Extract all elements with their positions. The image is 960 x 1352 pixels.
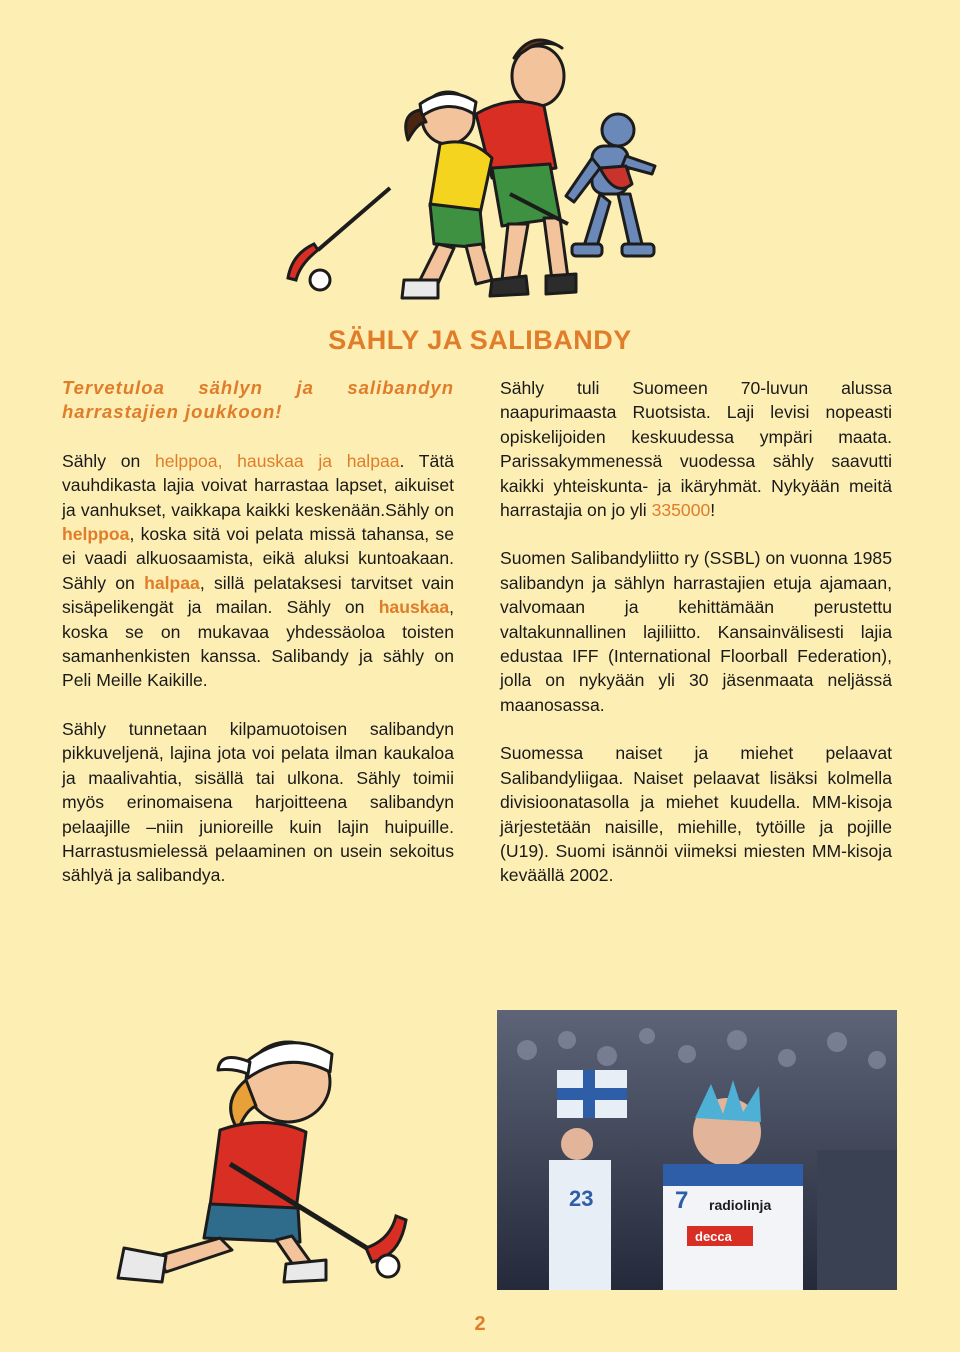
left-column: [62, 376, 454, 912]
highlight-text: halpaa: [144, 572, 200, 593]
federation-paragraph: Suomen Salibandyliitto ry (SSBL) on vuonna 1985 salibandyn ja sählyn harrastajien etuja ajamaan, valvomaan ja kehittämään perustettu valtakunnallinen lajiliitto. Kansainvälisesti lajia edustaa IFF (International Floorball Federation), jolla on nykyään yli 30 jäsenmaata neljässä maanosassa.: [500, 548, 892, 715]
team-photo: [497, 1010, 897, 1290]
text-span: , sillä pelataksesi tarvitset vain sisäpelikengät ja mailan. Sähly on: [62, 572, 454, 618]
sponsor-text: decca: [695, 1229, 732, 1244]
highlight-text: helppoa: [62, 524, 130, 545]
jersey-number: 23: [569, 1186, 594, 1211]
text-span: , koska sitä voi pelata missä tahansa, se ei vaadi alkuosaamista, eikä aluksi kuntoakaan. Sähly on: [62, 524, 454, 593]
intro-paragraph: [62, 449, 454, 693]
text-span: !: [710, 500, 716, 521]
player-count: 335000: [651, 500, 711, 521]
history-paragraph: [500, 376, 892, 522]
sponsor-text: radiolinja: [709, 1197, 772, 1213]
leagues-paragraph: Suomessa naiset ja miehet pelaavat Salibandyliigaa. Naiset pelaavat lisäksi kolmella divisioonatasolla ja miehet kuudella. MM-kisoja järjestetään naisille, miehille, tytöille ja pojille (U19). Suomi isännöi viimeksi miesten MM-kisoja keväällä 2002.: [500, 743, 892, 886]
floorball-players-cartoon-icon: [270, 18, 690, 308]
highlight-text: hauskaa: [378, 597, 450, 618]
team-photo-icon: [497, 1010, 897, 1290]
highlight-text: helppoa, hauskaa ja halpaa: [154, 450, 400, 471]
text-span: . Tätä vauhdikasta lajia voivat harrastaa lapset, aikuiset ja vanhukset, vaikkapa kaikki keskenään.Sähly on: [62, 450, 455, 520]
page-number: 2: [474, 1313, 486, 1335]
jersey-number: 7: [675, 1187, 689, 1214]
text-span: Sähly on: [62, 450, 155, 471]
text-span: , koska se on mukavaa yhdessäoloa toisten samanhenkisten kanssa. Salibandy ja sähly on Peli Meille Kaikille.: [62, 597, 454, 691]
sahly-description-paragraph: Sähly tunnetaan kilpamuotoisen salibandyn pikkuveljenä, lajina jota voi pelata ilman kaukaloa ja maalivahtia, sisällä tai ulkona. Sähly toimii myös erinomaisena harjoitteena salibandyn pelaajille –niin junioreille kuin lajin huipuille. Harrastusmielessä pelaaminen on usein sekoitus sählyä ja salibandya.: [62, 718, 454, 886]
page-title: SÄHLY JA SALIBANDY: [328, 325, 632, 355]
right-column: [500, 376, 892, 912]
text-span: Sähly tuli Suomeen 70-luvun alussa naapurimaasta Ruotsista. Laji levisi nopeasti opiskelijoiden keskuudessa ympäri maata. Parissakymmenessä vuodessa sähly saavutti kaikki yhteiskunta- ja ikäryhmät. Nykyään meitä harrastajia on jo yli: [500, 378, 892, 521]
floorball-girl-cartoon-icon: [70, 1010, 430, 1300]
lead-paragraph: Tervetuloa sählyn ja salibandyn harrastajien joukkoon!: [62, 377, 454, 423]
